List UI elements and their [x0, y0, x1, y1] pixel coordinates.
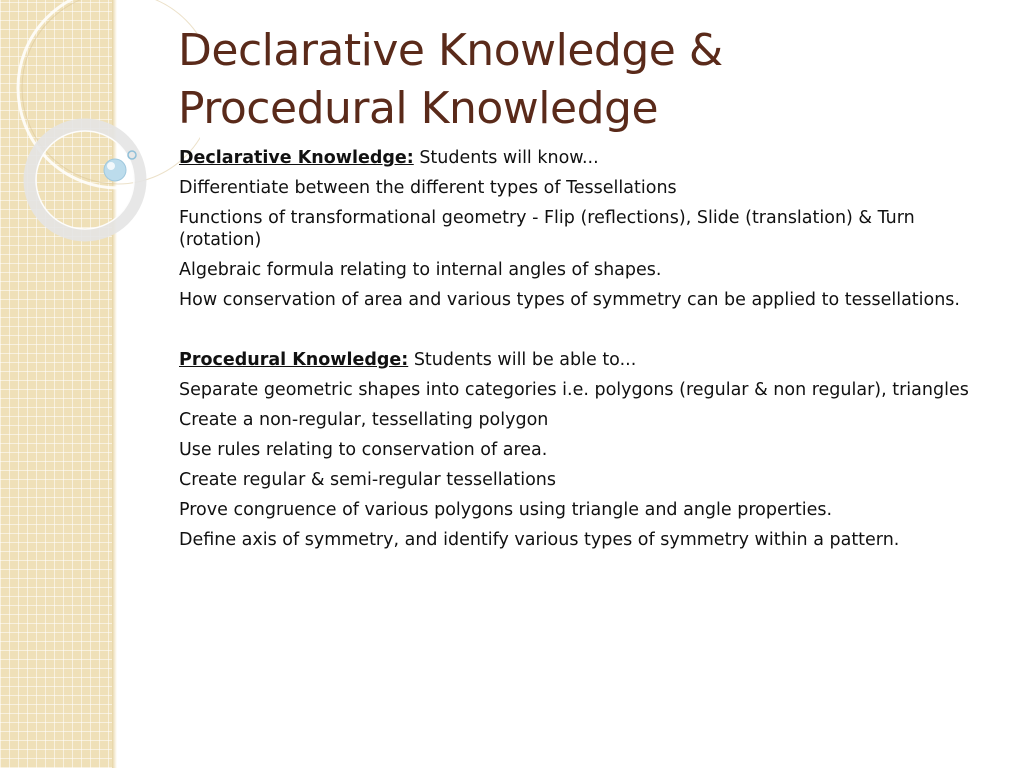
declarative-heading	[179, 147, 979, 169]
declarative-item: Differentiate between the different types of Tessellations	[179, 178, 677, 198]
procedural-item: Create a non-regular, tessellating polygon	[179, 410, 549, 430]
procedural-item: Use rules relating to conservation of area.	[179, 440, 548, 460]
procedural-intro: Students will be able to...	[413, 350, 637, 370]
declarative-item: Functions of transformational geometry - Flip (reflections), Slide (translation) & Turn (rotation)	[179, 208, 915, 250]
procedural-item: Create regular & semi-regular tessellations	[179, 470, 556, 490]
procedural-item: Define axis of symmetry, and identify various types of symmetry within a pattern.	[179, 530, 900, 550]
declarative-intro: Students will know...	[419, 148, 599, 168]
slide-title-line-1: Declarative Knowledge &	[178, 25, 723, 76]
procedural-item: Prove congruence of various polygons using triangle and angle properties.	[179, 500, 833, 520]
decorative-rings	[0, 0, 200, 270]
procedural-term: Procedural Knowledge:	[179, 350, 409, 370]
procedural-item: Separate geometric shapes into categories i.e. polygons (regular & non regular), triangles	[179, 380, 969, 400]
blue-bead	[104, 159, 126, 181]
section-spacer	[179, 319, 979, 349]
large-ring-shadow	[22, 0, 200, 184]
small-ring	[30, 125, 140, 235]
declarative-term: Declarative Knowledge:	[179, 148, 414, 168]
slide-title	[178, 22, 978, 138]
slide-body	[179, 147, 979, 559]
procedural-heading	[179, 349, 979, 371]
blue-bead-shine	[107, 162, 115, 170]
declarative-item: Algebraic formula relating to internal angles of shapes.	[179, 260, 662, 280]
slide-title-line-2: Procedural Knowledge	[178, 83, 659, 134]
large-ring	[18, 0, 200, 188]
declarative-item: How conservation of area and various types of symmetry can be applied to tessellations.	[179, 290, 960, 310]
